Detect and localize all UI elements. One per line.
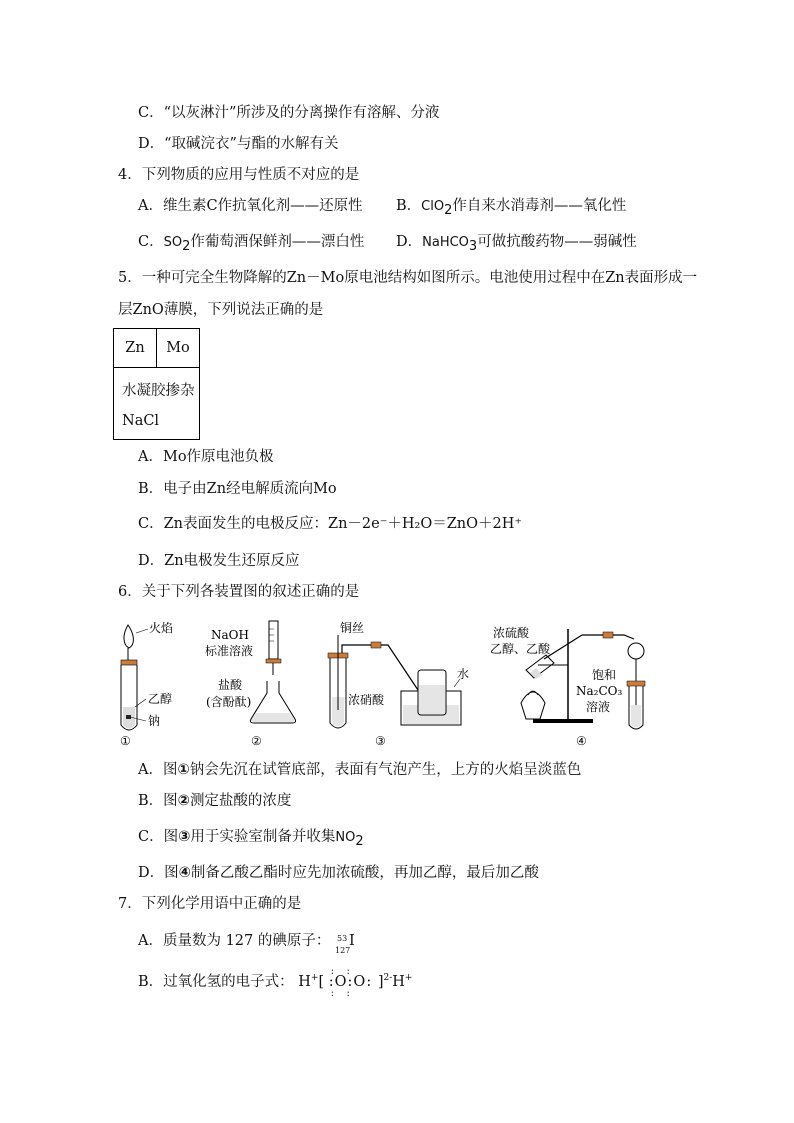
- q5-option-b: B．电子由Zn经电解质流向Mo: [138, 481, 337, 497]
- q6-option-c-formula: NO: [335, 830, 356, 845]
- q4-option-b: [396, 196, 626, 217]
- figure-label-3: ③: [375, 734, 386, 748]
- h-right-charge: +: [404, 973, 413, 984]
- isotope-subscript: 127: [334, 946, 351, 955]
- q7-stem: 7．下列化学用语中正确的是: [118, 896, 302, 912]
- apparatus-1: [120, 620, 173, 748]
- q4-option-b-formula: ClO: [421, 199, 445, 214]
- ethanol-label: 乙醇: [148, 692, 173, 706]
- q7-option-a-text: A．质量数为 127 的碘原子：: [138, 933, 331, 949]
- q6-option-b-num: ②: [177, 793, 190, 809]
- copper-wire-label: 铜丝: [340, 621, 365, 635]
- peroxide-charge: 2-: [383, 973, 393, 984]
- standard-solution-label: 标准溶液: [205, 644, 254, 658]
- battery-diagram: [113, 328, 200, 440]
- zn-electrode-label: Zn: [114, 329, 157, 367]
- figure-label-1: ①: [120, 734, 131, 748]
- figure-label-2: ②: [251, 734, 262, 748]
- q4-option-c-sub: 2: [182, 238, 191, 254]
- q6-option-c: [138, 827, 364, 848]
- q3-option-d: D．“取碱浣衣”与酯的水解有关: [138, 136, 339, 152]
- h-left-charge: +: [310, 973, 319, 984]
- q6-option-d-num: ④: [178, 865, 191, 881]
- q3-option-c: C．“以灰淋汁”所涉及的分离操作有溶解、分液: [138, 105, 440, 121]
- iodine-symbol: I: [348, 933, 355, 949]
- q6-option-a: [138, 760, 581, 780]
- q6-option-c-text: 用于实验室制备并收集: [190, 829, 336, 845]
- peroxide-electron-dots: : : : : :O:O:: [328, 966, 378, 999]
- q6-option-d-prefix: D．图: [138, 865, 179, 881]
- figure-label-4: ④: [576, 734, 587, 748]
- q6-option-a-prefix: A．图: [138, 762, 178, 778]
- q7-option-a: [138, 931, 355, 955]
- q6-option-a-text: 钠会先沉在试管底部，表面有气泡产生，上方的火焰呈淡蓝色: [189, 762, 582, 778]
- water-label: 水: [457, 667, 470, 681]
- q5-option-d: D．Zn电极发生还原反应: [138, 553, 300, 569]
- q6-option-c-num: ③: [178, 829, 191, 845]
- q5-option-c: [138, 514, 522, 534]
- q5-option-c-text: C．Zn表面发生的电极反应：: [138, 516, 329, 532]
- q6-option-c-prefix: C．图: [138, 829, 179, 845]
- q6-stem: 6．关于下列各装置图的叙述正确的是: [118, 584, 360, 600]
- nitric-acid-label: 浓硝酸: [348, 693, 385, 707]
- ethanol-acetic-label: 乙醇、乙酸: [490, 642, 551, 656]
- q5-option-c-equation: Zn－2e⁻＋H₂O＝ZnO＋2H⁺: [328, 516, 523, 532]
- q7-option-b: [138, 966, 413, 999]
- oxygen-2: O: [353, 974, 367, 990]
- q4-option-b-text: 作自来水消毒剂——氧化性: [452, 198, 627, 214]
- q4-option-d-text: 可做抗酸药物——弱碱性: [477, 234, 637, 250]
- h-right: H: [392, 974, 405, 990]
- q5-option-a: A．Mo作原电池负极: [138, 449, 274, 465]
- q4-option-d-sub: 3: [468, 238, 478, 254]
- iodine-isotope-notation: [334, 931, 351, 955]
- saturated-label: 饱和: [592, 668, 617, 682]
- q6-option-d-text: 制备乙酸乙酯时应先加浓硫酸，再加乙醇，最后加乙酸: [190, 865, 539, 881]
- q5-stem-line2: 层ZnO薄膜，下列说法正确的是: [118, 302, 324, 318]
- q6-option-d: [138, 863, 539, 883]
- mo-electrode-label: Mo: [166, 340, 190, 356]
- q6-option-a-num: ①: [177, 762, 190, 778]
- q4-option-d: [396, 232, 637, 253]
- q4-option-d-formula: NaHCO: [422, 235, 469, 250]
- right-bracket: ]: [377, 974, 384, 990]
- q4-option-b-prefix: B．: [396, 198, 422, 214]
- flame-label: 火焰: [149, 621, 174, 635]
- q7-option-b-text: B．过氧化氢的电子式：: [138, 974, 294, 990]
- q6-option-b-prefix: B．图: [138, 793, 178, 809]
- sodium-carbonate-label: Na₂CO₃: [576, 684, 623, 698]
- q4-option-c-text: 作葡萄酒保鲜剂——漂白性: [190, 234, 365, 250]
- sulfuric-acid-label: 浓硫酸: [493, 626, 530, 640]
- apparatus-3: [328, 620, 469, 748]
- q4-option-b-sub: 2: [444, 202, 453, 218]
- q4-option-c: [138, 232, 364, 253]
- left-bracket: [: [318, 974, 325, 990]
- q4-option-c-prefix: C．: [138, 234, 164, 250]
- q4-stem: 4．下列物质的应用与性质不对应的是: [118, 167, 360, 183]
- q4-option-a: A．维生素C作抗氧化剂——还原性: [138, 198, 363, 214]
- isotope-superscript: 53: [336, 934, 348, 943]
- apparatus-4: [490, 625, 645, 748]
- solution-label: 溶液: [586, 700, 611, 714]
- h-left: H: [298, 974, 311, 990]
- phenolphthalein-label: (含酚酞): [206, 695, 252, 709]
- nacl-label: NaCl: [122, 413, 160, 429]
- q5-stem-line1: 5．一种可完全生物降解的Zn－Mo原电池结构如图所示。电池使用过程中在Zn表面形成一: [118, 270, 698, 286]
- q6-option-c-sub: 2: [355, 833, 364, 849]
- apparatus-2: [205, 621, 296, 748]
- hcl-label: 盐酸: [218, 678, 243, 692]
- q4-option-d-prefix: D．: [396, 234, 423, 250]
- sodium-label: 钠: [148, 714, 161, 728]
- apparatus-figure: [108, 615, 688, 754]
- q4-option-c-formula: SO: [163, 235, 183, 250]
- q6-option-b: [138, 791, 291, 811]
- naoh-label: NaOH: [211, 628, 249, 642]
- electrolyte-label: 水凝胶掺杂: [122, 383, 195, 399]
- oxygen-1: O: [334, 974, 348, 990]
- q6-option-b-text: 测定盐酸的浓度: [189, 793, 292, 809]
